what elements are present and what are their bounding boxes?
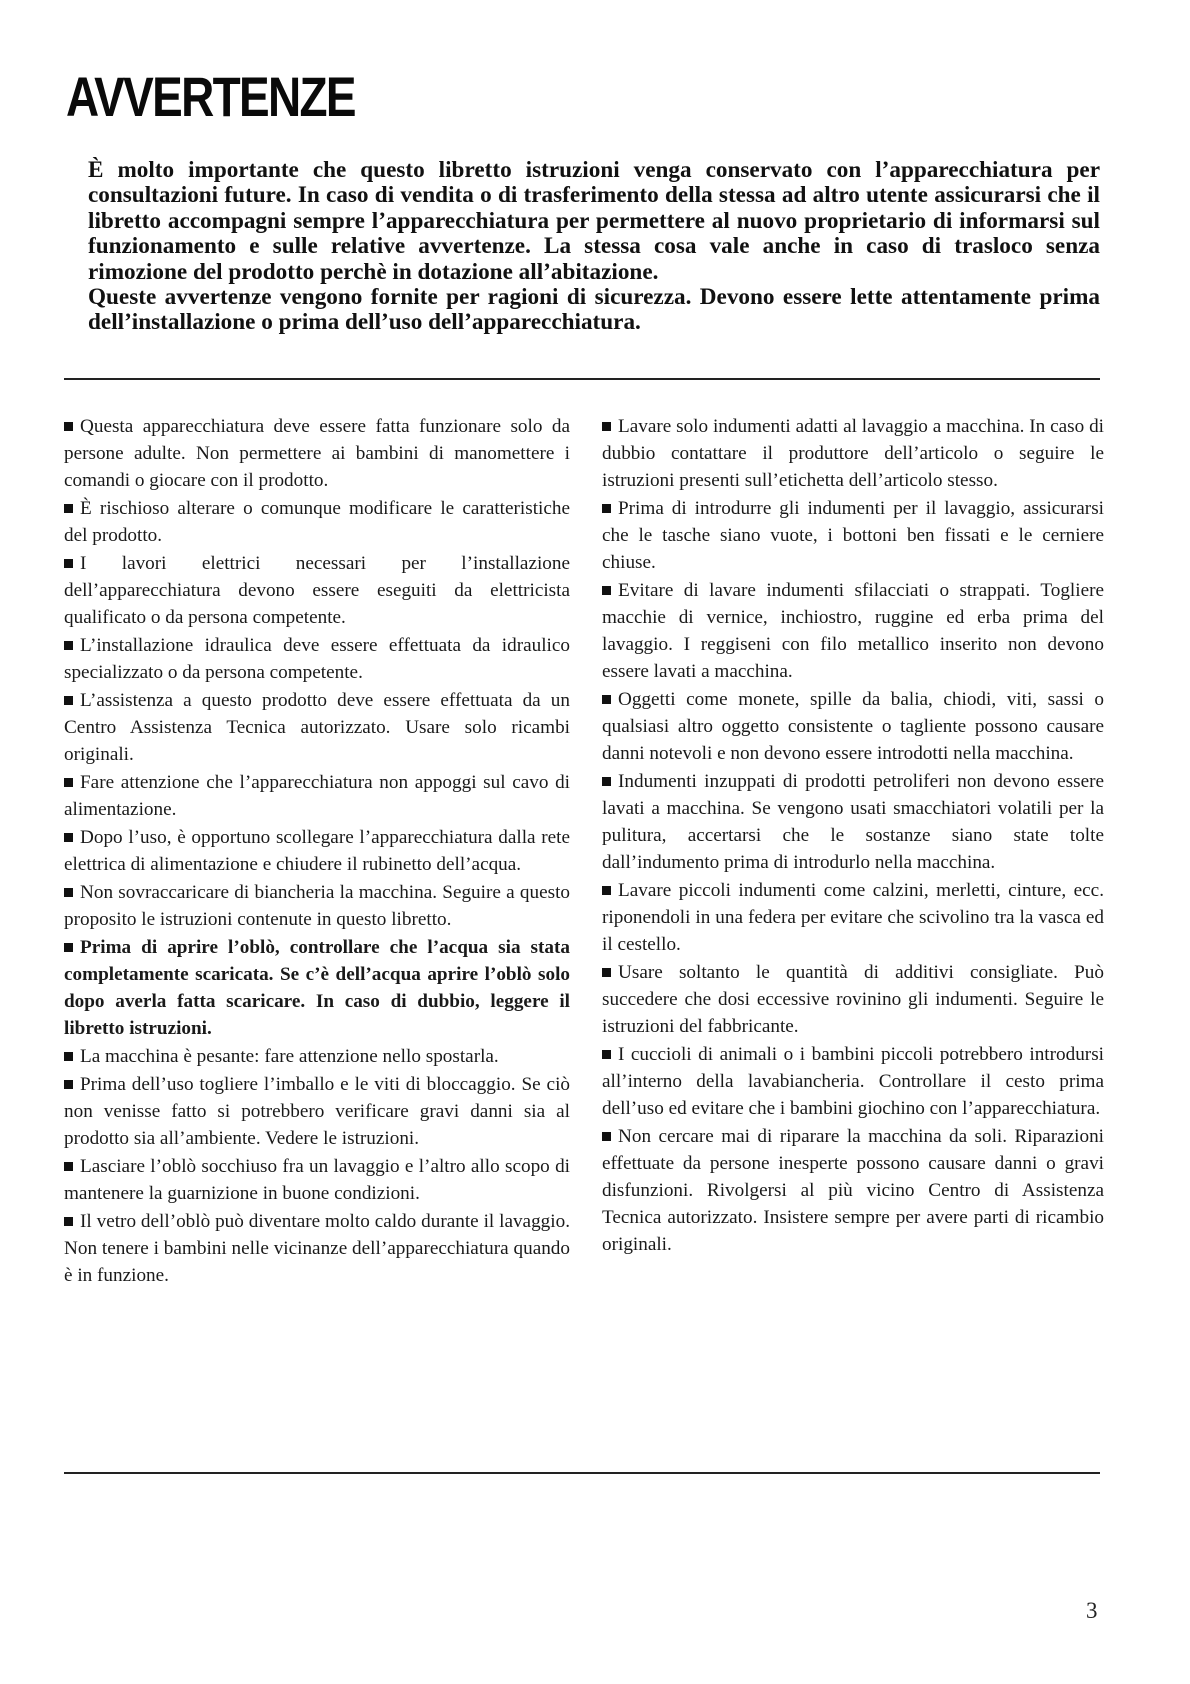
page-number: 3: [1086, 1598, 1098, 1623]
bullet-square-icon: [64, 778, 73, 787]
warning-item: Fare attenzione che l’apparecchiatura non appoggi sul cavo di alimentazione.: [64, 772, 570, 820]
top-divider: [64, 378, 1100, 380]
bullet-square-icon: [64, 641, 73, 650]
bullet-square-icon: [602, 504, 611, 513]
warning-item: Evitare di lavare indumenti sfilacciati o strappati. Togliere macchie di vernice, inchiostro, ruggine ed erba prima del lavaggio. I reggiseni con filo metallico inserito non devono essere lavati a macchina.: [602, 580, 1104, 682]
bullet-square-icon: [602, 1132, 611, 1141]
bullet-square-icon: [64, 1162, 73, 1171]
warning-item: Il vetro dell’oblò può diventare molto caldo durante il lavaggio. Non tenere i bambini nelle vicinanze dell’apparecchiatura quando è in funzione.: [64, 1211, 570, 1286]
warning-item: Usare soltanto le quantità di additivi consigliate. Può succedere che dosi eccessive rovinino gli indumenti. Seguire le istruzioni del fabbricante.: [602, 962, 1104, 1037]
bullet-square-icon: [64, 1217, 73, 1226]
warning-item-bold: Prima di aprire l’oblò, controllare che l’acqua sia stata completamente scaricata. Se c’è dell’acqua aprire l’oblò solo dopo averla fatta scaricare. In caso di dubbio, leggere il libretto istruzioni.: [64, 937, 570, 1039]
left-column: [64, 413, 570, 1290]
warning-item: Lavare piccoli indumenti come calzini, merletti, cinture, ecc. riponendoli in una federa per evitare che scivolino tra la vasca ed il cestello.: [602, 880, 1104, 955]
bullet-square-icon: [64, 422, 73, 431]
warning-item: Lasciare l’oblò socchiuso fra un lavaggio e l’altro allo scopo di mantenere la guarnizione in buone condizioni.: [64, 1156, 570, 1204]
bullet-square-icon: [602, 886, 611, 895]
warning-item: Prima di introdurre gli indumenti per il lavaggio, assicurarsi che le tasche siano vuote, i bottoni ben fissati e le cerniere chiuse.: [602, 498, 1104, 573]
bullet-square-icon: [64, 833, 73, 842]
warning-item: L’assistenza a questo prodotto deve essere effettuata da un Centro Assistenza Tecnica autorizzato. Usare solo ricambi originali.: [64, 690, 570, 765]
bullet-square-icon: [64, 1052, 73, 1061]
bullet-square-icon: [64, 888, 73, 897]
page-title: AVVERTENZE: [66, 65, 355, 128]
warning-item: I lavori elettrici necessari per l’installazione dell’apparecchiatura devono essere eseguiti da elettricista qualificato o da persona competente.: [64, 553, 570, 628]
bullet-square-icon: [64, 559, 73, 568]
warning-item: Indumenti inzuppati di prodotti petroliferi non devono essere lavati a macchina. Se vengono usati smacchiatori volatili per la pulitura, accertarsi che le sostanze siano state tolte dall’indumento prima di introdurlo nella macchina.: [602, 771, 1104, 873]
bullet-square-icon: [602, 586, 611, 595]
warning-item: È rischioso alterare o comunque modificare le caratteristiche del prodotto.: [64, 498, 570, 546]
warning-item: Prima dell’uso togliere l’imballo e le viti di bloccaggio. Se ciò non venisse fatto si potrebbero verificare gravi danni sia al prodotto sia all’ambiente. Vedere le istruzioni.: [64, 1074, 570, 1149]
bullet-square-icon: [64, 943, 73, 952]
bullet-square-icon: [602, 695, 611, 704]
intro-block: [88, 158, 1100, 336]
bullet-square-icon: [602, 968, 611, 977]
bottom-divider: [64, 1472, 1100, 1474]
warning-item: Dopo l’uso, è opportuno scollegare l’apparecchiatura dalla rete elettrica di alimentazione e chiudere il rubinetto dell’acqua.: [64, 827, 570, 875]
warning-item: La macchina è pesante: fare attenzione nello spostarla.: [64, 1043, 570, 1070]
bullet-square-icon: [602, 422, 611, 431]
warning-item: Lavare solo indumenti adatti al lavaggio a macchina. In caso di dubbio contattare il produttore dell’articolo o seguire le istruzioni presenti sull’etichetta dell’articolo stesso.: [602, 416, 1104, 491]
warning-item: Oggetti come monete, spille da balia, chiodi, viti, sassi o qualsiasi altro oggetto consistente o tagliente possono causare danni notevoli e non devono essere introdotti nella macchina.: [602, 689, 1104, 764]
warning-item: Questa apparecchiatura deve essere fatta funzionare solo da persone adulte. Non permettere ai bambini di manomettere i comandi o giocare con il prodotto.: [64, 416, 570, 491]
intro-paragraph-2: Queste avvertenze vengono fornite per ragioni di sicurezza. Devono essere lette attentamente prima dell’installazione o prima dell’uso dell’apparecchiatura.: [88, 284, 1100, 336]
bullet-square-icon: [64, 504, 73, 513]
bullet-square-icon: [64, 1080, 73, 1089]
warning-item: L’installazione idraulica deve essere effettuata da idraulico specializzato o da persona competente.: [64, 635, 570, 683]
bullet-square-icon: [602, 777, 611, 786]
right-column: [602, 413, 1104, 1259]
warning-item: I cuccioli di animali o i bambini piccoli potrebbero introdursi all’interno della lavabiancheria. Controllare il cesto prima dell’uso ed evitare che i bambini giochino con l’apparecchiatura.: [602, 1044, 1104, 1119]
warning-item: Non sovraccaricare di biancheria la macchina. Seguire a questo proposito le istruzioni contenute in questo libretto.: [64, 882, 570, 930]
bullet-square-icon: [602, 1050, 611, 1059]
intro-paragraph-1: È molto importante che questo libretto istruzioni venga conservato con l’apparecchiatura per consultazioni future. In caso di vendita o di trasferimento della stessa ad altro utente assicurarsi che il libretto accompagni sempre l’apparecchiatura per permettere al nuovo proprietario di informarsi sul funzionamento e sulle relative avvertenze. La stessa cosa vale anche in caso di trasloco senza rimozione del prodotto perchè in dotazione all’abitazione.: [88, 157, 1100, 285]
bullet-square-icon: [64, 696, 73, 705]
warning-item: Non cercare mai di riparare la macchina da soli. Riparazioni effettuate da persone inesperte possono causare danni o gravi disfunzioni. Rivolgersi al più vicino Centro di Assistenza Tecnica autorizzato. Insistere sempre per avere parti di ricambio originali.: [602, 1126, 1104, 1255]
